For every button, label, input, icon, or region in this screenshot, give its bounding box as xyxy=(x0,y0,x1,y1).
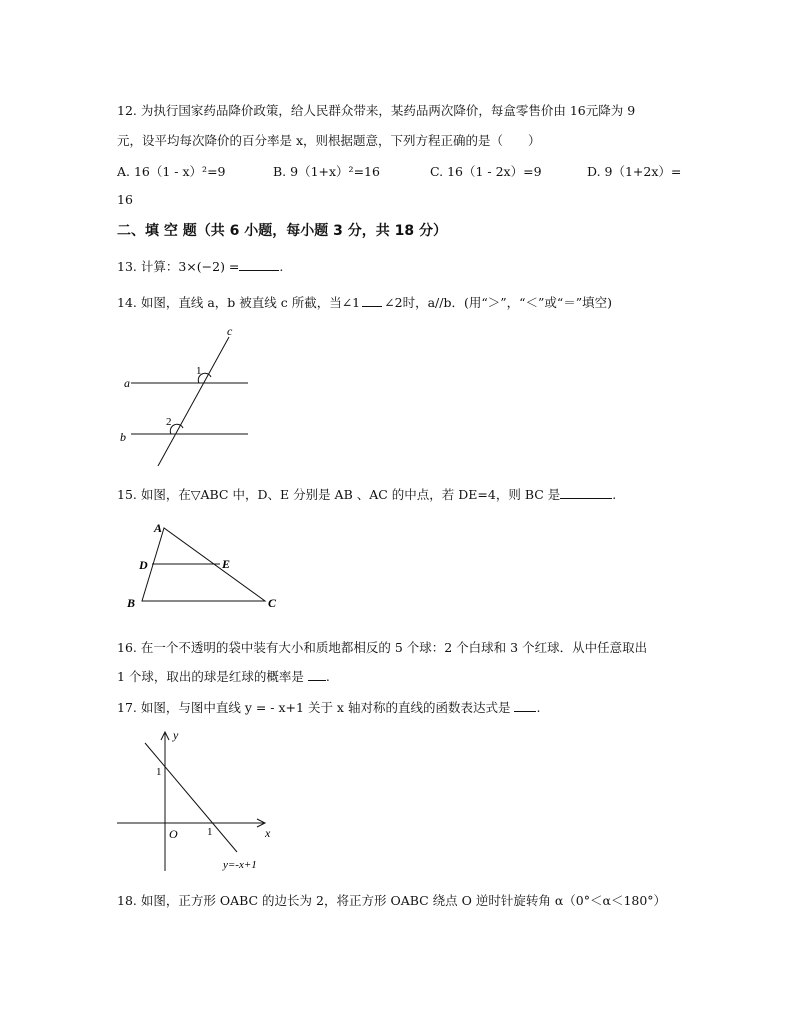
q12-option-d: D. 9（1+2x）= xyxy=(587,164,682,179)
q13-text: 13. 计算：3×(−2) = xyxy=(117,259,240,274)
label-x-axis: x xyxy=(265,826,271,840)
q15-end: . xyxy=(612,487,617,502)
label-y-axis: y xyxy=(173,728,179,742)
label-a: a xyxy=(124,376,130,390)
q17-text: 17. 如图，与图中直线 y = - x+1 关于 x 轴对称的直线的函数表达式是 xyxy=(117,700,511,715)
q16-line1: 16. 在一个不透明的袋中装有大小和质地都相反的 5 个球：2 个白球和 3 个红球．从中任意取出 xyxy=(117,640,648,655)
label-angle1: 1 xyxy=(196,365,202,377)
label-C: C xyxy=(268,596,277,610)
label-origin: O xyxy=(169,827,178,841)
q17-end: . xyxy=(536,700,541,715)
q12-option-b: B. 9（1+x）²=16 xyxy=(273,164,380,179)
q16-text: 1 个球，取出的球是红球的概率是 xyxy=(117,669,304,684)
q16-answer-blank[interactable] xyxy=(308,668,326,681)
q13 xyxy=(117,257,283,275)
label-y-intercept: 1 xyxy=(156,766,162,778)
q14-figure xyxy=(117,322,257,472)
q15-figure xyxy=(122,518,287,613)
q17-answer-blank[interactable] xyxy=(514,699,536,712)
q14-answer-blank[interactable] xyxy=(362,294,382,307)
q18: 18. 如图，正方形 OABC 的边长为 2，将正方形 OABC 绕点 O 逆时针旋转角 α（0°＜α＜180°） xyxy=(117,893,667,908)
line-y-neg-x-plus-1 xyxy=(145,743,237,852)
line-c xyxy=(158,337,229,466)
label-A: A xyxy=(154,521,163,535)
label-B: B xyxy=(127,596,136,610)
q16-line2 xyxy=(117,667,330,685)
label-c: c xyxy=(227,324,233,338)
label-angle2: 2 xyxy=(166,416,172,428)
q13-answer-blank[interactable] xyxy=(239,258,279,271)
q12-option-d-continued: 16 xyxy=(117,192,133,207)
q17 xyxy=(117,698,540,716)
q15 xyxy=(117,485,616,503)
label-b: b xyxy=(120,430,126,444)
label-line-equation: y=-x+1 xyxy=(223,859,257,871)
q15-answer-blank[interactable] xyxy=(560,486,612,499)
label-D: D xyxy=(139,558,148,572)
q17-figure xyxy=(115,727,285,877)
q15-text: 15. 如图，在▽ABC 中，D、E 分别是 AB 、AC 的中点，若 DE=4，则 BC 是 xyxy=(117,487,561,502)
q14-text-before: 14. 如图，直线 a，b 被直线 c 所截，当∠1 xyxy=(117,295,361,310)
label-x-intercept: 1 xyxy=(207,826,213,838)
section-title: 二、填 空 题（共 6 小题，每小题 3 分，共 18 分） xyxy=(117,223,447,239)
label-E: E xyxy=(222,557,231,571)
q12-option-a: A. 16（1 - x）²=9 xyxy=(117,164,226,179)
q12-line1: 12. 为执行国家药品降价政策，给人民群众带来，某药品两次降价，每盒零售价由 16元降为 9 xyxy=(117,103,636,118)
q16-end: . xyxy=(325,669,330,684)
q13-end: . xyxy=(279,259,284,274)
q12-option-c: C. 16（1 - 2x）=9 xyxy=(430,164,542,179)
q14-text-after: ∠2时，a//b．(用“＞”，“＜”或“＝”填空) xyxy=(384,295,613,310)
q14 xyxy=(117,293,612,311)
q12-line2: 元，设平均每次降价的百分率是 x，则根据题意，下列方程正确的是（ ） xyxy=(117,133,541,148)
